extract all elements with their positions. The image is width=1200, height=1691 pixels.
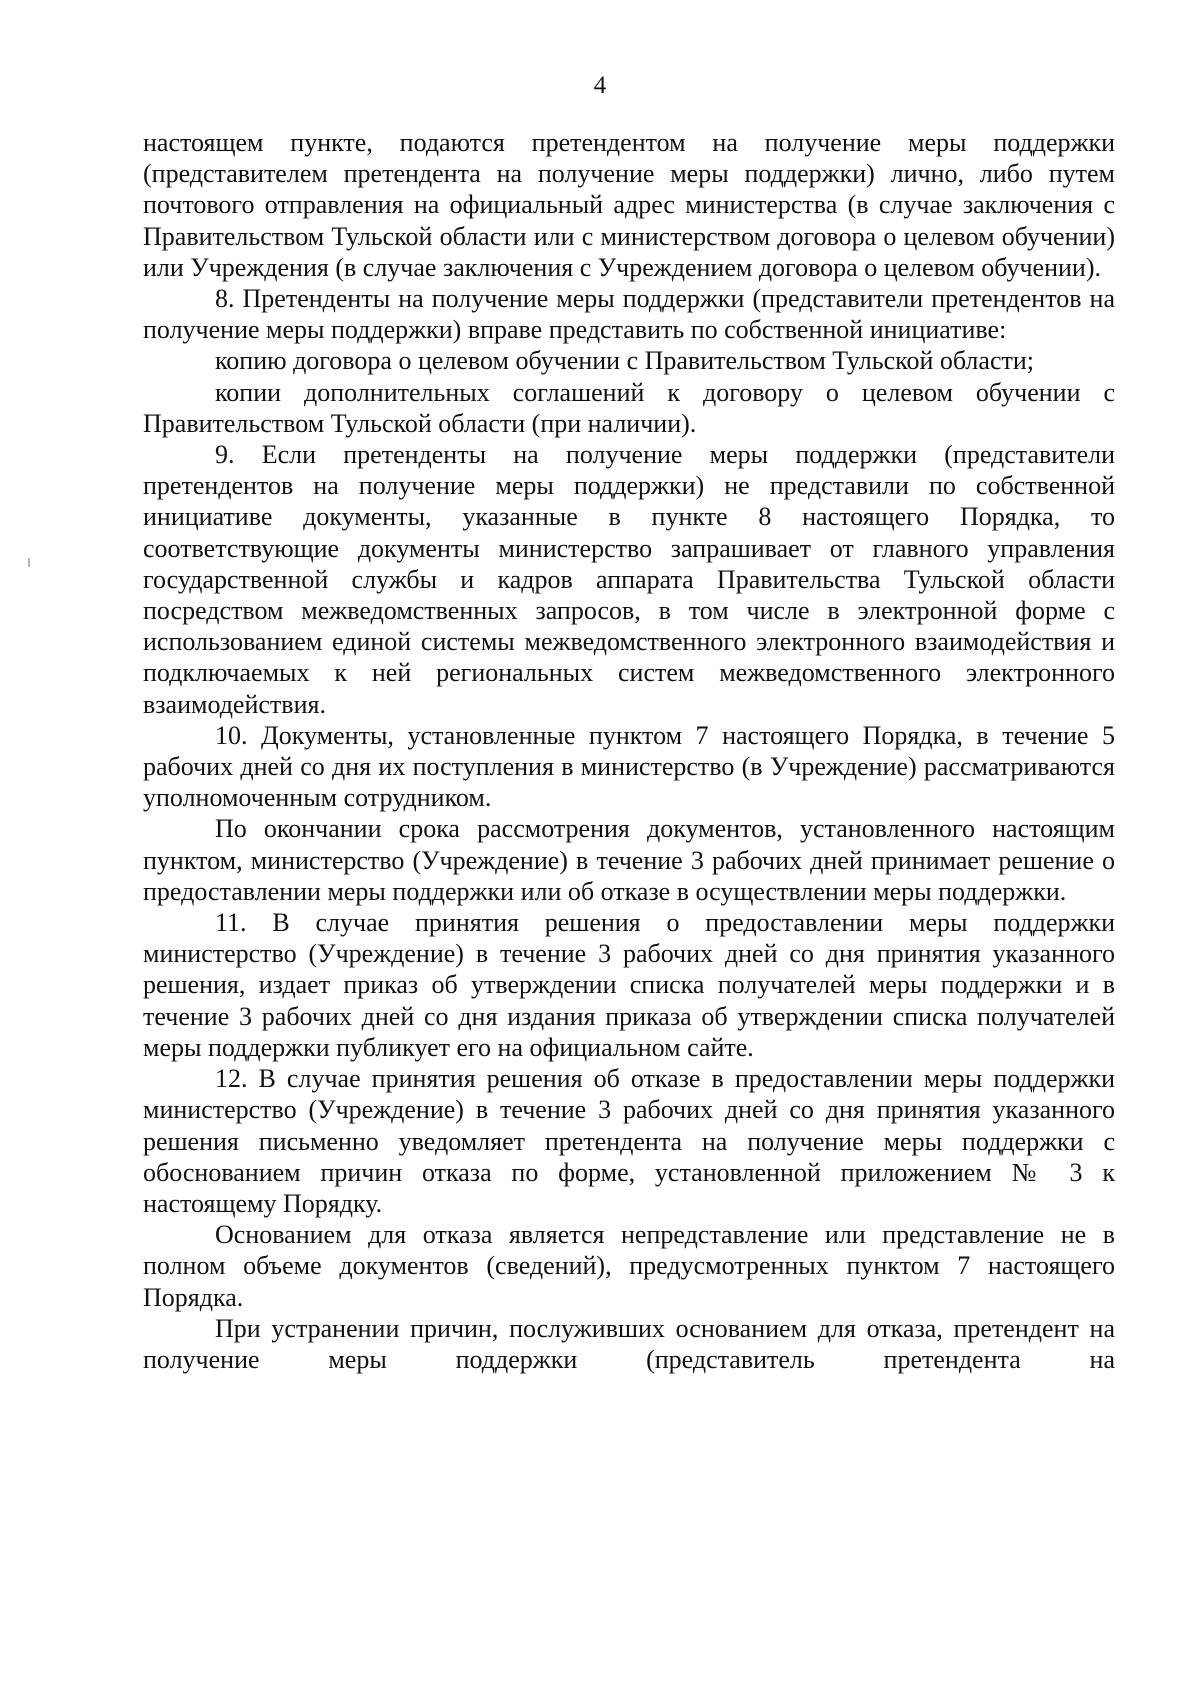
- paragraph-item-12: 12. В случае принятия решения об отказе в предоставлении меры поддержки министерство (Учреждение) в течение 3 рабочих дней со дня принятия указанного решения письменно уведомляет претендента на получение меры поддержки с обоснованием причин отказа по форме, установленной приложением № 3 к настоящему Порядку.: [143, 1064, 1115, 1218]
- paragraph-item-9: 9. Если претенденты на получение меры поддержки (представители претендентов на получение меры поддержки) не представили по собственной инициативе документы, указанные в пункте 8 настоящего Порядка, то соответствующие документы министерство запрашивает от главного управления государственной службы и кадров аппарата Правительства Тульской области посредством межведомственных запросов, в том числе в электронной форме с использованием единой системы межведомственного электронного взаимодействия и подключаемых к ней региональных систем межведомственного электронного взаимодействия.: [143, 440, 1115, 719]
- paragraph-item-8: 8. Претенденты на получение меры поддержки (представители претендентов на получение меры поддержки) вправе представить по собственной инициативе:: [143, 284, 1115, 345]
- paragraph-item-8-list-2: копии дополнительных соглашений к договору о целевом обучении с Правительством Тульской области (при наличии).: [143, 377, 1115, 438]
- paragraph-item-12-part-3: При устранении причин, послуживших основанием для отказа, претендент на получение меры поддержки (представитель претендента на: [143, 1313, 1115, 1374]
- paragraph-item-8-list-1: копию договора о целевом обучении с Правительством Тульской области;: [215, 346, 1034, 376]
- document-body: [143, 127, 1115, 1375]
- page-number: 4: [593, 72, 607, 99]
- scan-artifact-mark: [28, 558, 30, 567]
- paragraph-item-10-part-2: По окончании срока рассмотрения документов, установленного настоящим пунктом, министерство (Учреждение) в течение 3 рабочих дней принимает решение о предоставлении меры поддержки или об отказе в осуществлении меры поддержки.: [143, 814, 1115, 906]
- paragraph-item-10: 10. Документы, установленные пунктом 7 настоящего Порядка, в течение 5 рабочих дней со дня их поступления в министерство (в Учреждение) рассматриваются уполномоченным сотрудником.: [143, 720, 1115, 813]
- paragraph-continuation: настоящем пункте, подаются претендентом на получение меры поддержки (представителем претендента на получение меры поддержки) лично, либо путем почтового отправления на официальный адрес министерства (в случае заключения с Правительством Тульской области или с министерством договора о целевом обучении) или Учреждения (в случае заключения с Учреждением договора о целевом обучении).: [143, 128, 1115, 282]
- paragraph-item-11: 11. В случае принятия решения о предоставлении меры поддержки министерство (Учреждение) в течение 3 рабочих дней со дня принятия указанного решения, издает приказ об утверждении списка получателей меры поддержки и в течение 3 рабочих дней со дня издания приказа об утверждении списка получателей меры поддержки публикует его на официальном сайте.: [143, 908, 1115, 1062]
- paragraph-item-12-part-2: Основанием для отказа является непредставление или представление не в полном объеме документов (сведений), предусмотренных пунктом 7 настоящего Порядка.: [143, 1220, 1115, 1312]
